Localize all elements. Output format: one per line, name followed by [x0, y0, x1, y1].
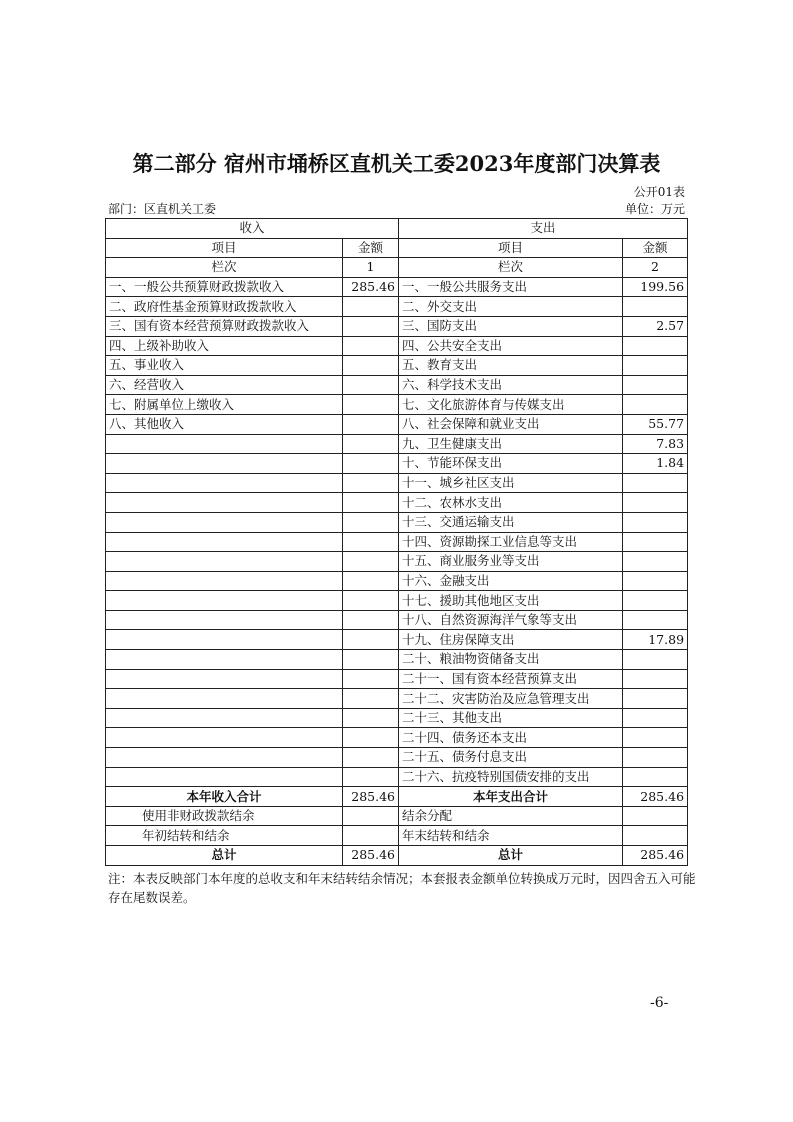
- income-item-amount: [343, 316, 399, 336]
- final-accounts-table: [105, 218, 688, 866]
- expense-item-label: 九、卫生健康支出: [399, 434, 623, 454]
- year-income-total-amount: 285.46: [343, 787, 399, 807]
- expense-item-amount: 17.89: [623, 630, 688, 650]
- expense-item-amount: [623, 493, 688, 513]
- unit-label: 单位：万元: [624, 202, 685, 216]
- expense-item-amount: 2.57: [623, 316, 688, 336]
- table-row: [106, 728, 688, 748]
- income-item-amount: [343, 669, 399, 689]
- income-header: 收入: [106, 219, 399, 239]
- table-row: [106, 414, 688, 434]
- table-row: [106, 336, 688, 356]
- income-item-label: 三、国有资本经营预算财政拨款收入: [106, 316, 343, 336]
- expense-item-amount: 7.83: [623, 434, 688, 454]
- income-item-amount: [343, 375, 399, 395]
- expense-item-label: 二十一、国有资本经营预算支出: [399, 669, 623, 689]
- expense-item-amount: [623, 552, 688, 572]
- expense-item-label: 二十五、债务付息支出: [399, 748, 623, 768]
- table-row: [106, 767, 688, 787]
- page-title: 第二部分 宿州市埇桥区直机关工委2023年度部门决算表: [132, 151, 661, 176]
- expense-item-header: 项目: [399, 238, 623, 258]
- table-row: [106, 689, 688, 709]
- table-row: [106, 473, 688, 493]
- income-item-amount: [343, 473, 399, 493]
- expense-item-label: 八、社会保障和就业支出: [399, 414, 623, 434]
- expense-item-label: 三、国防支出: [399, 316, 623, 336]
- page-number: -6-: [650, 995, 669, 1011]
- expense-item-label: 二十二、灾害防治及应急管理支出: [399, 689, 623, 709]
- table-row: [106, 395, 688, 415]
- expense-item-amount: [623, 395, 688, 415]
- expense-item-label: 十五、商业服务业等支出: [399, 552, 623, 572]
- header-row-section: [106, 219, 688, 239]
- income-item-label: 七、附属单位上缴收入: [106, 395, 343, 415]
- expense-item-label: 二十、粮油物资储备支出: [399, 650, 623, 670]
- expense-item-amount: [623, 748, 688, 768]
- table-row: [106, 277, 688, 297]
- income-item-amount: [343, 630, 399, 650]
- income-item-label: [106, 493, 343, 513]
- income-item-label: [106, 591, 343, 611]
- income-item-label: [106, 708, 343, 728]
- grand-income-label: 总计: [106, 846, 343, 866]
- income-item-label: 四、上级补助收入: [106, 336, 343, 356]
- income-item-label: [106, 610, 343, 630]
- expense-item-amount: [623, 297, 688, 317]
- expense-header: 支出: [399, 219, 688, 239]
- expense-item-amount: 199.56: [623, 277, 688, 297]
- expense-item-amount: [623, 571, 688, 591]
- form-code: 公开01表: [633, 185, 685, 199]
- expense-item-label: 六、科学技术支出: [399, 375, 623, 395]
- table-row: [106, 454, 688, 474]
- closing-carryover-label: 年末结转和结余: [399, 826, 623, 846]
- header-row-order: [106, 258, 688, 278]
- income-amount-header: 金额: [343, 238, 399, 258]
- expense-item-label: 十一、城乡社区支出: [399, 473, 623, 493]
- surplus-distribution-amount: [623, 806, 688, 826]
- income-item-amount: [343, 650, 399, 670]
- income-item-amount: [343, 434, 399, 454]
- expense-item-label: 五、教育支出: [399, 356, 623, 376]
- income-order-label: 栏次: [106, 258, 343, 278]
- income-item-label: [106, 434, 343, 454]
- expense-item-amount: [623, 473, 688, 493]
- table-row: [106, 493, 688, 513]
- income-item-amount: [343, 395, 399, 415]
- grand-income-amount: 285.46: [343, 846, 399, 866]
- income-item-header: 项目: [106, 238, 343, 258]
- table-row: [106, 571, 688, 591]
- expense-item-label: 四、公共安全支出: [399, 336, 623, 356]
- table-row: [106, 591, 688, 611]
- non-fiscal-surplus-label: 使用非财政拨款结余: [106, 806, 343, 826]
- income-item-label: [106, 454, 343, 474]
- expense-item-amount: [623, 591, 688, 611]
- table-row: [106, 630, 688, 650]
- year-expense-total-amount: 285.46: [623, 787, 688, 807]
- expense-item-amount: [623, 532, 688, 552]
- income-item-amount: [343, 610, 399, 630]
- income-item-amount: [343, 336, 399, 356]
- expense-col-number: 2: [623, 258, 688, 278]
- expense-item-label: 二、外交支出: [399, 297, 623, 317]
- non-fiscal-surplus-row: [106, 806, 688, 826]
- expense-item-amount: [623, 728, 688, 748]
- expense-item-label: 十七、援助其他地区支出: [399, 591, 623, 611]
- income-item-label: 二、政府性基金预算财政拨款收入: [106, 297, 343, 317]
- income-item-label: [106, 689, 343, 709]
- expense-item-label: 十六、金融支出: [399, 571, 623, 591]
- income-item-amount: [343, 591, 399, 611]
- income-item-amount: [343, 552, 399, 572]
- opening-carryover-label: 年初结转和结余: [106, 826, 343, 846]
- income-item-amount: [343, 748, 399, 768]
- income-item-amount: [343, 297, 399, 317]
- expense-item-amount: [623, 708, 688, 728]
- expense-order-label: 栏次: [399, 258, 623, 278]
- carryover-row: [106, 826, 688, 846]
- income-item-label: [106, 748, 343, 768]
- income-item-amount: [343, 728, 399, 748]
- header-row-columns: [106, 238, 688, 258]
- opening-carryover-amount: [343, 826, 399, 846]
- expense-item-amount: [623, 336, 688, 356]
- table-note: 注：本表反映部门本年度的总收支和年末结转结余情况；本套报表金额单位转换成万元时，因四舍五入可能存在尾数误差。: [108, 871, 696, 905]
- table-row: [106, 532, 688, 552]
- income-item-label: [106, 630, 343, 650]
- table-row: [106, 297, 688, 317]
- income-item-label: 六、经营收入: [106, 375, 343, 395]
- expense-item-amount: [623, 689, 688, 709]
- expense-item-label: 十九、住房保障支出: [399, 630, 623, 650]
- expense-item-amount: [623, 767, 688, 787]
- income-item-label: 五、事业收入: [106, 356, 343, 376]
- year-income-total-label: 本年收入合计: [106, 787, 343, 807]
- expense-item-amount: [623, 669, 688, 689]
- closing-carryover-amount: [623, 826, 688, 846]
- expense-item-amount: [623, 610, 688, 630]
- income-item-amount: [343, 454, 399, 474]
- table-row: [106, 375, 688, 395]
- income-item-amount: [343, 512, 399, 532]
- grand-expense-amount: 285.46: [623, 846, 688, 866]
- table-row: [106, 356, 688, 376]
- table-row: [106, 748, 688, 768]
- income-item-label: [106, 552, 343, 572]
- income-item-label: [106, 669, 343, 689]
- income-item-label: [106, 473, 343, 493]
- income-item-amount: [343, 414, 399, 434]
- income-item-label: 一、一般公共预算财政拨款收入: [106, 277, 343, 297]
- expense-item-amount: [623, 356, 688, 376]
- income-item-label: [106, 650, 343, 670]
- income-item-label: 八、其他收入: [106, 414, 343, 434]
- expense-amount-header: 金额: [623, 238, 688, 258]
- table-row: [106, 434, 688, 454]
- expense-item-amount: 1.84: [623, 454, 688, 474]
- year-total-row: [106, 787, 688, 807]
- table-row: [106, 669, 688, 689]
- income-item-label: [106, 532, 343, 552]
- income-item-label: [106, 728, 343, 748]
- expense-item-label: 十三、交通运输支出: [399, 512, 623, 532]
- income-item-amount: [343, 708, 399, 728]
- table-row: [106, 708, 688, 728]
- expense-item-label: 七、文化旅游体育与传媒支出: [399, 395, 623, 415]
- income-item-amount: [343, 767, 399, 787]
- income-item-amount: [343, 571, 399, 591]
- income-item-amount: 285.46: [343, 277, 399, 297]
- expense-item-label: 十二、农林水支出: [399, 493, 623, 513]
- surplus-distribution-label: 结余分配: [399, 806, 623, 826]
- table-row: [106, 610, 688, 630]
- expense-item-label: 十八、自然资源海洋气象等支出: [399, 610, 623, 630]
- grand-total-row: [106, 846, 688, 866]
- expense-item-label: 二十六、抗疫特别国债安排的支出: [399, 767, 623, 787]
- table-row: [106, 316, 688, 336]
- expense-item-amount: [623, 512, 688, 532]
- expense-item-label: 二十三、其他支出: [399, 708, 623, 728]
- department-label: 部门：区直机关工委: [108, 202, 217, 216]
- income-item-amount: [343, 689, 399, 709]
- expense-item-label: 一、一般公共服务支出: [399, 277, 623, 297]
- non-fiscal-surplus-amount: [343, 806, 399, 826]
- expense-item-amount: 55.77: [623, 414, 688, 434]
- income-item-label: [106, 571, 343, 591]
- expense-item-label: 十、节能环保支出: [399, 454, 623, 474]
- year-expense-total-label: 本年支出合计: [399, 787, 623, 807]
- income-item-label: [106, 767, 343, 787]
- expense-item-amount: [623, 375, 688, 395]
- income-item-label: [106, 512, 343, 532]
- income-item-amount: [343, 493, 399, 513]
- grand-expense-label: 总计: [399, 846, 623, 866]
- expense-item-amount: [623, 650, 688, 670]
- income-col-number: 1: [343, 258, 399, 278]
- expense-item-label: 二十四、债务还本支出: [399, 728, 623, 748]
- expense-item-label: 十四、资源勘探工业信息等支出: [399, 532, 623, 552]
- table-row: [106, 650, 688, 670]
- income-item-amount: [343, 356, 399, 376]
- table-row: [106, 512, 688, 532]
- table-row: [106, 552, 688, 572]
- income-item-amount: [343, 532, 399, 552]
